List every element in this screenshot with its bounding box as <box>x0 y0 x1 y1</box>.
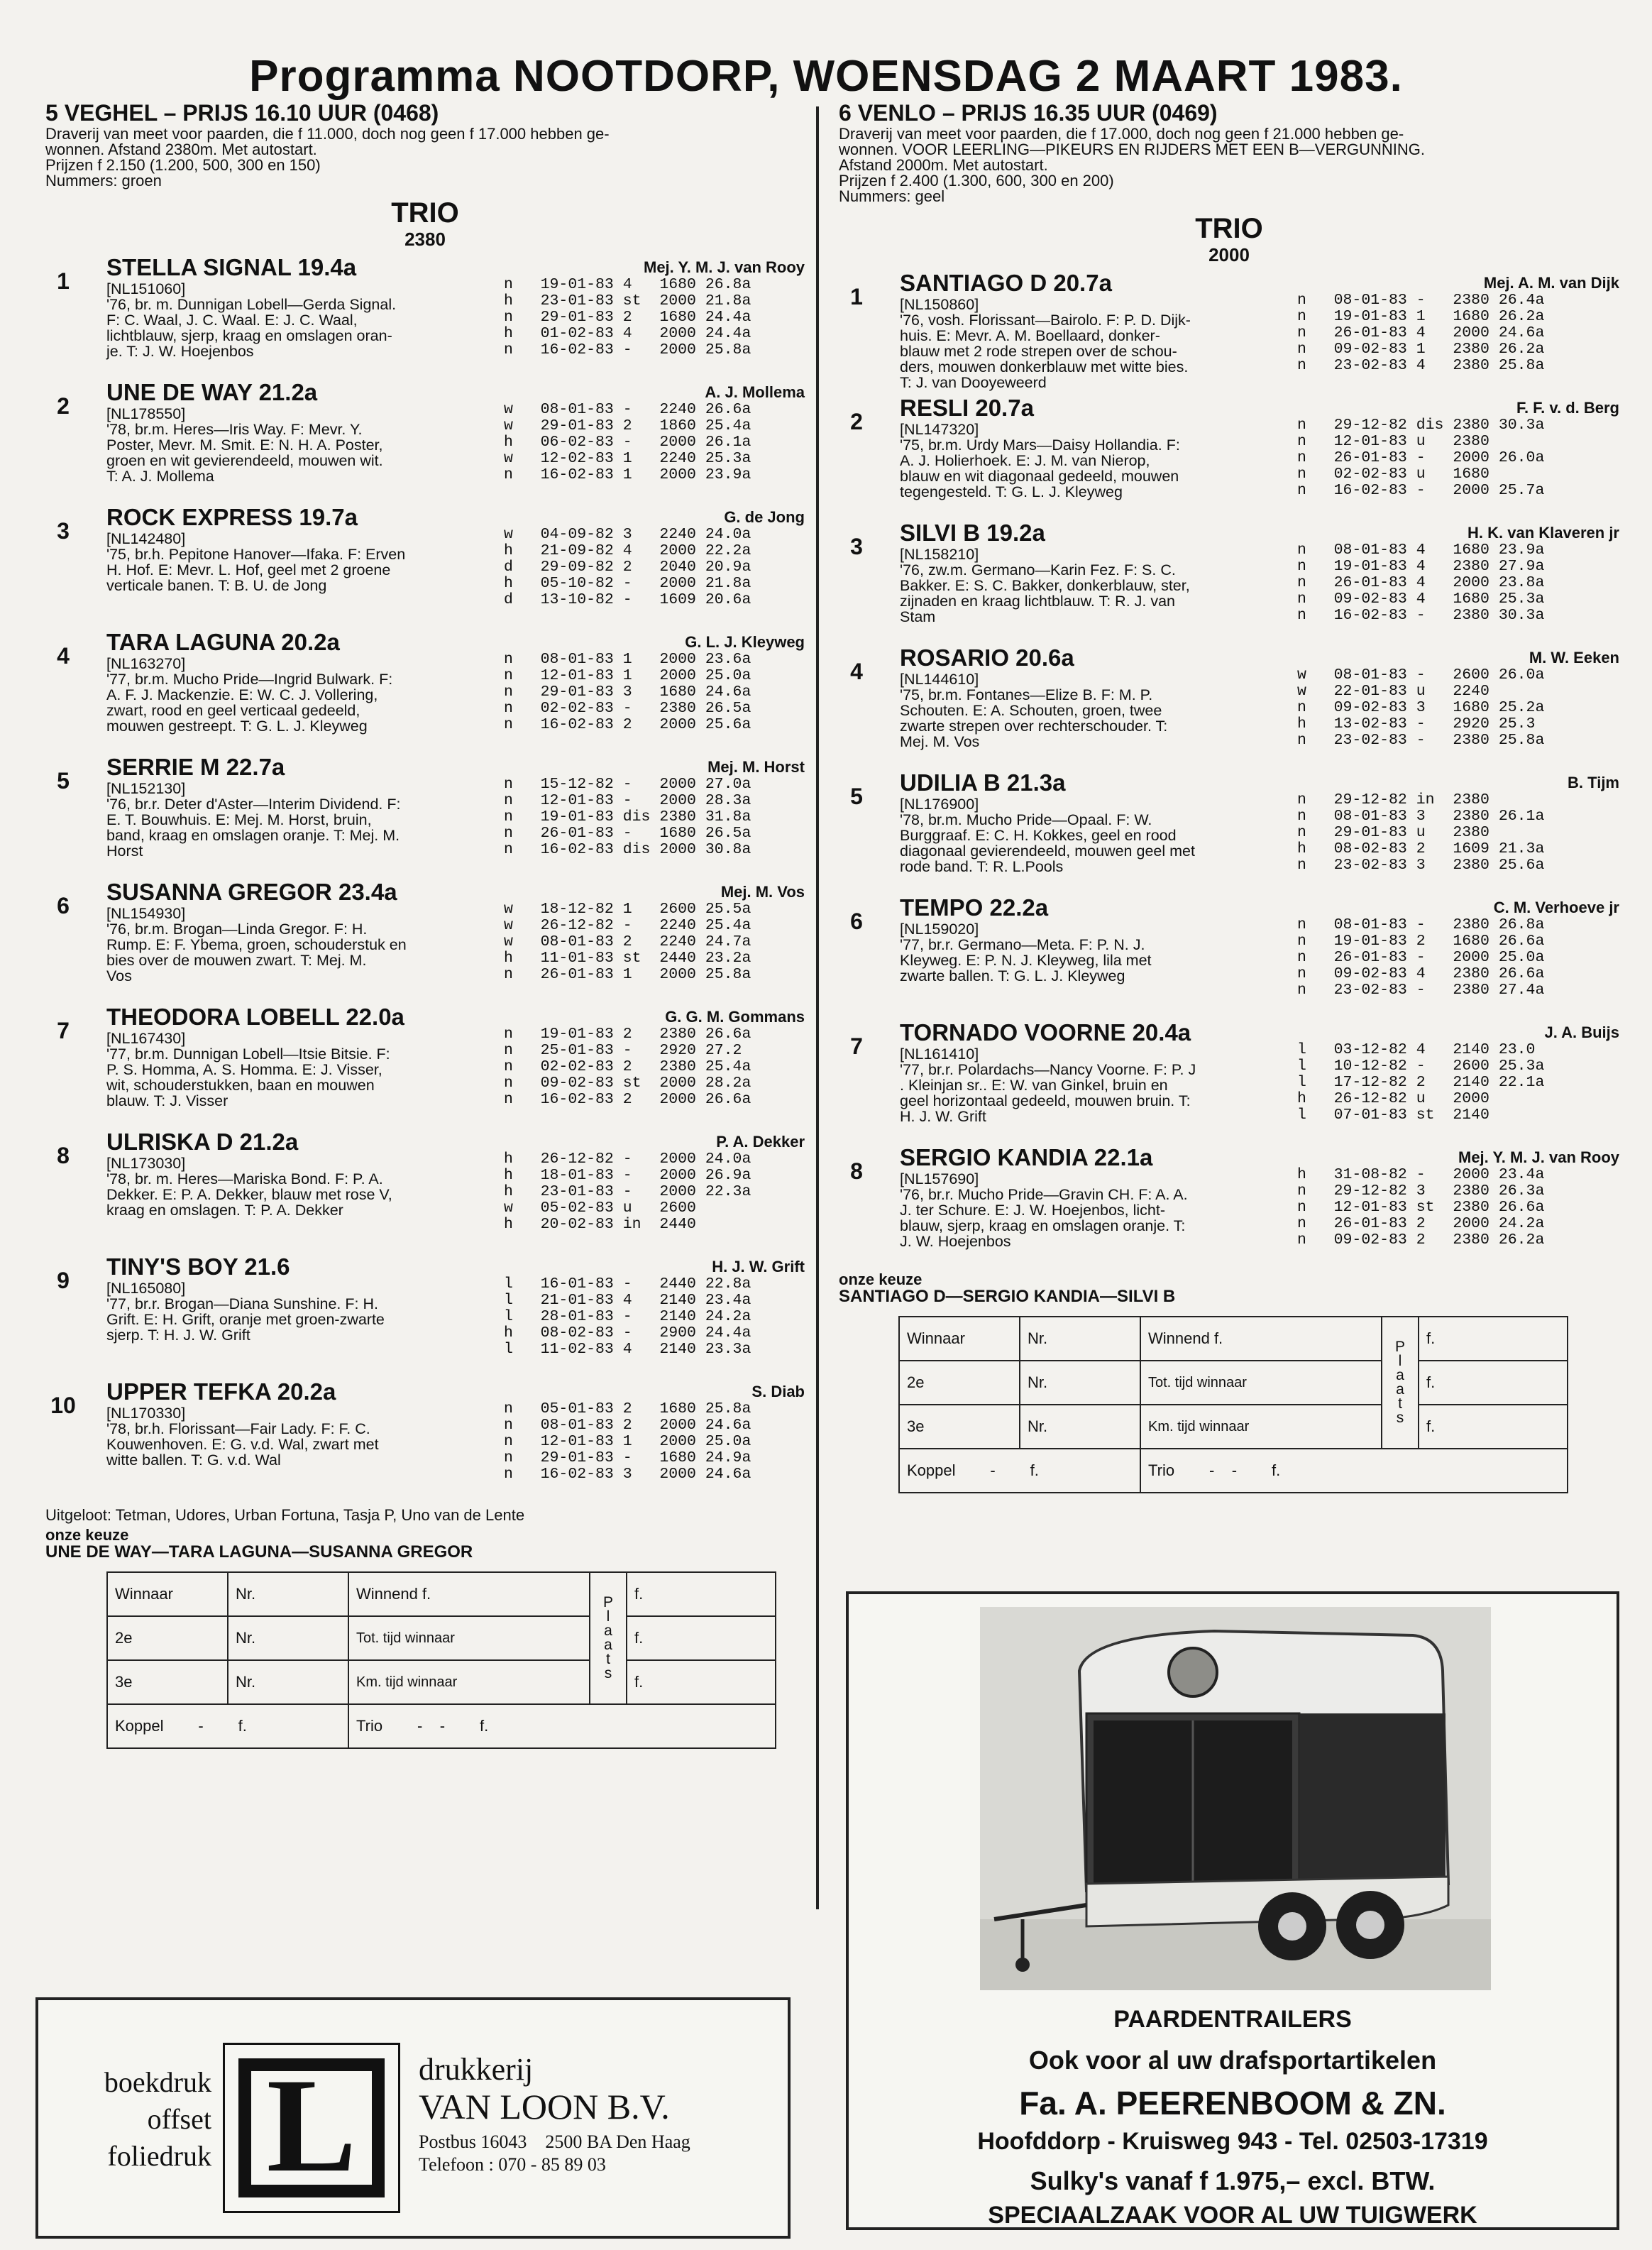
horse-info <box>900 1019 1341 1124</box>
horse-name: THEODORA LOBELL 22.0a <box>106 1004 404 1030</box>
bet-winnaar-label: Winnaar <box>107 1572 228 1616</box>
horse-description: [NL165080] '77, br.r. Brogan—Diana Sunshine. F: H. Grift. E: H. Grift, oranje met groen-zwarte sjerp. T: H. J. W. Grift <box>106 1280 385 1344</box>
horse-description: [NL144610] '75, br.m. Fontanes—Elize B. F: M. P. Schouten. E: A. Schouten, groen, twee zwarte strepen over rechterschouder. T: Mej. M. Vos <box>900 671 1168 750</box>
horse-driver: Mej. Y. M. J. van Rooy <box>1458 1148 1619 1166</box>
horse-name: TORNADO VOORNE 20.4a <box>900 1019 1191 1046</box>
race-6-column <box>839 99 1619 1493</box>
horse-driver: P. A. Dekker <box>716 1133 805 1151</box>
bet-winnend-label[interactable]: Winnend f. <box>348 1572 590 1616</box>
svg-text:L: L <box>266 2051 357 2200</box>
bet-tot-tijd-label[interactable]: Tot. tijd winnaar <box>348 1616 590 1660</box>
horse-recent-results: w 04-09-82 3 2240 24.0a h 21-09-82 4 2000 22.2a d 29-09-82 2 2040 20.9a h 05-10-82 - 2000 21.8a d 13-10-82 - 1609 20.6a <box>504 526 751 608</box>
bet-plaats-3-field[interactable]: f. <box>627 1660 776 1704</box>
horse-number: 5 <box>850 784 863 809</box>
horse-name: ROSARIO 20.6a <box>900 644 1074 671</box>
horse-number: 9 <box>57 1268 70 1293</box>
horse-entry <box>45 754 805 879</box>
horse-description: [NL163270] '77, br.m. Mucho Pride—Ingrid Bulwark. F: A. F. J. Mackenzie. E: W. C. J. Vollering, zwart, rood en geel verticaal gedeeld, mouwen gestreept. T: G. L. J. Kleyweg <box>106 655 393 735</box>
horse-name: UNE DE WAY 21.2a <box>106 379 318 405</box>
horse-entry <box>45 1004 805 1129</box>
page-title: Programma NOOTDORP, WOENSDAG 2 MAART 1983. <box>249 52 1403 101</box>
horse-driver: H. J. W. Grift <box>712 1258 805 1275</box>
horse-description: [NL158210] '76, zw.m. Germano—Karin Fez. F: S. C. Bakker. E: S. C. Bakker, donkerblauw, ster, zijnaden en kraag lichtblauw. T: R. J. van Stam <box>900 546 1190 625</box>
horse-entry <box>45 879 805 1004</box>
horse-entry <box>839 520 1619 644</box>
horse-recent-results: n 29-12-82 dis 2380 30.3a n 12-01-83 u 2380 n 26-01-83 - 2000 26.0a n 02-02-83 u 1680 n 16-02-83 - 2000 25.7a <box>1297 417 1545 499</box>
bet-winnaar-label: Winnaar <box>899 1317 1020 1361</box>
service-boekdruk: boekdruk <box>104 2066 211 2098</box>
horse-recent-results: n 19-01-83 2 2380 26.6a n 25-01-83 - 2920 27.2 n 02-02-83 2 2380 25.4a n 09-02-83 st 2000 28.2a n 16-02-83 2 2000 26.6a <box>504 1026 751 1108</box>
horse-recent-results: h 26-12-82 - 2000 24.0a h 18-01-83 - 2000 26.9a h 23-01-83 - 2000 22.3a w 05-02-83 u 2600 h 20-02-83 in 2440 <box>504 1151 751 1233</box>
horse-number: 1 <box>57 268 70 294</box>
horse-description: [NL178550] '78, br.m. Heres—Iris Way. F: Mevr. Y. Poster, Mevr. M. Smit. E: N. H. A. Poster, groen en wit gevierendeeld, mouwen wit. T: A. J. Mollema <box>106 405 383 485</box>
bet-derde-label: 3e <box>899 1405 1020 1449</box>
bet-plaats-3-field[interactable]: f. <box>1419 1405 1568 1449</box>
horse-info <box>900 1144 1341 1249</box>
horse-info <box>106 254 548 359</box>
horse-driver: G. L. J. Kleyweg <box>685 633 805 651</box>
printer-company-name: VAN LOON B.V. <box>419 2087 670 2126</box>
horse-entry <box>45 1378 805 1503</box>
printer-postbus: Postbus 16043 2500 BA Den Haag <box>419 2131 690 2152</box>
horse-number: 4 <box>850 659 863 684</box>
horse-description: [NL151060] '76, br. m. Dunnigan Lobell—Gerda Signal. F: C. Waal, J. C. Waal. E: J. C. Waal, lichtblauw, sjerp, kraag en omslagen oran- je. T: J. W. Hoejenbos <box>106 280 397 360</box>
horse-info <box>106 879 548 984</box>
horse-name: TEMPO 22.2a <box>900 894 1049 921</box>
horse-description: [NL147320] '75, br.m. Urdy Mars—Daisy Hollandia. F: A. J. Holierhoek. E: J. M. van Nierop, blauw en wit diagonaal gedeeld, mouwen tegengesteld. T: G. L. J. Kleyweg <box>900 421 1180 500</box>
horse-driver: Mej. M. Horst <box>707 758 805 776</box>
horse-list <box>45 254 805 1503</box>
race-title: 6 VENLO – PRIJS 16.35 UUR (0469) <box>839 100 1218 126</box>
trailer-ad-subheading: Ook voor al uw drafsportartikelen <box>1028 2046 1437 2075</box>
race-conditions: Draverij van meet voor paarden, die f 11.000, doch nog geen f 17.000 hebben ge- wonnen. Afstand 2380m. Met autostart. Prijzen f 2.150 (1.200, 500, 300 en 150) Nummers: groen <box>45 125 610 190</box>
horse-name: ULRISKA D 21.2a <box>106 1129 299 1155</box>
horse-driver: J. A. Buijs <box>1544 1024 1619 1041</box>
horse-trailer-illustration <box>980 1607 1491 1990</box>
column-divider <box>816 106 819 1909</box>
bet-form-table <box>898 1316 1568 1493</box>
bet-koppel-field[interactable]: Koppel - f. <box>899 1449 1140 1493</box>
horse-description: [NL142480] '75, br.h. Pepitone Hanover—Ifaka. F: Erven H. Hof. E: Mevr. L. Hof, geel met 2 groene verticale banen. T: B. U. de Jong <box>106 530 406 594</box>
horse-number: 3 <box>57 518 70 544</box>
uitgeloot-text: Uitgeloot: Tetman, Udores, Urban Fortuna, Tasja P, Uno van de Lente <box>45 1506 525 1524</box>
horse-driver: Mej. A. M. van Dijk <box>1483 274 1619 292</box>
printer-telefoon: Telefoon : 070 - 85 89 03 <box>419 2154 606 2175</box>
printer-details <box>419 2053 690 2176</box>
horse-driver: G. de Jong <box>724 508 805 526</box>
service-offset: offset <box>147 2103 211 2135</box>
horse-entry <box>839 395 1619 520</box>
horse-description: [NL150860] '76, vosh. Florissant—Bairolo. F: P. D. Dijk- huis. E: Mevr. A. M. Boellaard, donker- blauw met 2 rode strepen over de schou- ders, mouwen donkerblauw met witte bies. T: J. van Dooyeweerd <box>900 296 1191 391</box>
horse-driver: B. Tijm <box>1568 774 1619 791</box>
horse-description: [NL176900] '78, br.m. Mucho Pride—Opaal. F: W. Burggraaf. E: C. H. Kokkes, geel en rood diagonaal gevierendeeld, mouwen geel met rode band. T: R. L.Pools <box>900 796 1195 875</box>
horse-description: [NL170330] '78, br.h. Florissant—Fair Lady. F: F. C. Kouwenhoven. E: G. v.d. Wal, zwart met witte ballen. T: G. v.d. Wal <box>106 1405 379 1469</box>
horse-number: 5 <box>57 768 70 794</box>
horse-recent-results: w 08-01-83 - 2600 26.0a w 22-01-83 u 2240 n 09-02-83 3 1680 25.2a h 13-02-83 - 2920 25.3 n 23-02-83 - 2380 25.8a <box>1297 666 1545 749</box>
trailer-advertisement <box>846 1591 1619 2230</box>
keuze-value: UNE DE WAY—TARA LAGUNA—SUSANNA GREGOR <box>45 1542 473 1562</box>
horse-info <box>106 754 548 859</box>
bet-plaats-label: P l a a t s <box>1382 1317 1419 1449</box>
horse-info <box>900 894 1341 984</box>
horse-recent-results: n 08-01-83 - 2380 26.8a n 19-01-83 2 1680 26.6a n 26-01-83 - 2000 25.0a n 09-02-83 4 2380 26.6a n 23-02-83 - 2380 27.4a <box>1297 916 1545 999</box>
horse-description: [NL167430] '77, br.m. Dunnigan Lobell—Itsie Bitsie. F: P. S. Homma, A. S. Homma. E: J. Visser, wit, schouderstukken, baan en mouwen blauw. T: J. Visser <box>106 1030 390 1109</box>
trailer-ad-company: Fa. A. PEERENBOOM & ZN. <box>1019 2085 1446 2122</box>
horse-info <box>900 644 1341 750</box>
race-title: 5 VEGHEL – PRIJS 16.10 UUR (0468) <box>45 100 439 126</box>
trio-label: TRIO <box>1195 213 1263 244</box>
horse-number: 7 <box>57 1018 70 1043</box>
race-conditions: Draverij van meet voor paarden, die f 17.000, doch nog geen f 21.000 hebben ge- wonnen. VOOR LEERLING—PIKEURS EN RIJDERS MET EEN B—VERGUNNING. Afstand 2000m. Met autostart. Prijzen f 2.400 (1.300, 600, 300 en 200) Nummers: geel <box>839 125 1426 205</box>
bet-form-table <box>106 1571 776 1749</box>
horse-entry <box>839 1144 1619 1269</box>
horse-recent-results: n 08-01-83 4 1680 23.9a n 19-01-83 4 2380 27.9a n 26-01-83 4 2000 23.8a n 09-02-83 4 1680 25.3a n 16-02-83 - 2380 30.3a <box>1297 542 1545 624</box>
trailer-ad-address: Hoofddorp - Kruisweg 943 - Tel. 02503-17319 <box>977 2128 1488 2155</box>
horse-recent-results: n 08-01-83 1 2000 23.6a n 12-01-83 1 2000 25.0a n 29-01-83 3 1680 24.6a n 02-02-83 - 2380 26.5a n 16-02-83 2 2000 25.6a <box>504 651 751 733</box>
service-foliedruk: foliedruk <box>107 2140 211 2172</box>
bet-plaats-1-field[interactable]: f. <box>1419 1317 1568 1361</box>
horse-number: 7 <box>850 1033 863 1059</box>
horse-driver: Mej. Y. M. J. van Rooy <box>644 258 805 276</box>
horse-name: SILVI B 19.2a <box>900 520 1045 546</box>
horse-driver: G. G. M. Gommans <box>665 1008 805 1026</box>
horse-driver: M. W. Eeken <box>1529 649 1619 666</box>
horse-number: 6 <box>57 893 70 918</box>
horse-name: TARA LAGUNA 20.2a <box>106 629 340 655</box>
horse-name: UPPER TEFKA 20.2a <box>106 1378 336 1405</box>
horse-entry <box>839 270 1619 395</box>
bet-winnend-label[interactable]: Winnend f. <box>1140 1317 1382 1361</box>
printer-services <box>54 2064 211 2175</box>
bet-derde-label: 3e <box>107 1660 228 1704</box>
horse-entry <box>45 254 805 379</box>
horse-driver: Mej. M. Vos <box>720 883 805 901</box>
horse-description: [NL154930] '76, br.m. Brogan—Linda Gregor. F: H. Rump. E: F. Ybema, groen, schouderstuk en bies over de mouwen zwart. T: Mej. M. Vos <box>106 905 407 984</box>
trailer-ad-sulky-price: Sulky's vanaf f 1.975,– excl. BTW. <box>1030 2166 1436 2195</box>
horse-entry <box>45 379 805 504</box>
horse-recent-results: l 16-01-83 - 2440 22.8a l 21-01-83 4 2140 23.4a l 28-01-83 - 2140 24.2a h 08-02-83 - 2900 24.4a l 11-02-83 4 2140 23.3a <box>504 1275 751 1358</box>
horse-number: 3 <box>850 534 863 559</box>
horse-name: ROCK EXPRESS 19.7a <box>106 504 358 530</box>
race-5-column <box>45 99 805 1749</box>
keuze-label: onze keuze <box>45 1526 129 1544</box>
horse-info <box>106 1378 548 1468</box>
horse-description: [NL157690] '76, br.r. Mucho Pride—Gravin CH. F: A. A. J. ter Schure. E: J. W. Hoejenbos, licht- blauw, sjerp, kraag en omslagen oranje. T: J. W. Hoejenbos <box>900 1170 1188 1250</box>
bet-plaats-1-field[interactable]: f. <box>627 1572 776 1616</box>
horse-name: SANTIAGO D 20.7a <box>900 270 1112 296</box>
horse-recent-results: l 03-12-82 4 2140 23.0 l 10-12-82 - 2600 25.3a l 17-12-82 2 2140 22.1a h 26-12-82 u 2000 l 07-01-83 st 2140 <box>1297 1041 1545 1124</box>
horse-driver: A. J. Mollema <box>705 383 805 401</box>
horse-description: [NL173030] '78, br. m. Heres—Mariska Bond. F: P. A. Dekker. E: P. A. Dekker, blauw met rose V, kraag en omslagen. T: P. A. Dekker <box>106 1155 392 1219</box>
bet-nr-label[interactable]: Nr. <box>1020 1317 1140 1361</box>
horse-entry <box>45 1129 805 1253</box>
horse-number: 2 <box>850 409 863 434</box>
horse-driver: S. Diab <box>751 1383 805 1400</box>
horse-entry <box>45 1253 805 1378</box>
horse-recent-results: n 19-01-83 4 1680 26.8a h 23-01-83 st 2000 21.8a n 29-01-83 2 1680 24.4a h 01-02-83 4 2000 24.4a n 16-02-83 - 2000 25.8a <box>504 276 751 358</box>
horse-info <box>900 769 1341 874</box>
bet-tweede-label: 2e <box>107 1616 228 1660</box>
bet-nr-label[interactable]: Nr. <box>228 1572 348 1616</box>
horse-info <box>900 520 1341 625</box>
bet-nr-field[interactable]: Nr. <box>1020 1405 1140 1449</box>
horse-recent-results: w 18-12-82 1 2600 25.5a w 26-12-82 - 2240 25.4a w 08-01-83 2 2240 24.7a h 11-01-83 st 2440 23.2a n 26-01-83 1 2000 25.8a <box>504 901 751 983</box>
horse-driver: H. K. van Klaveren jr <box>1467 524 1619 542</box>
horse-entry <box>839 894 1619 1019</box>
horse-recent-results: n 08-01-83 - 2380 26.4a n 19-01-83 1 1680 26.2a n 26-01-83 4 2000 24.6a n 09-02-83 1 2380 26.2a n 23-02-83 4 2380 25.8a <box>1297 292 1545 374</box>
horse-recent-results: w 08-01-83 - 2240 26.6a w 29-01-83 2 1860 25.4a h 06-02-83 - 2000 26.1a w 12-02-83 1 2240 25.3a n 16-02-83 1 2000 23.9a <box>504 401 751 483</box>
horse-number: 6 <box>850 909 863 934</box>
horse-name: TINY'S BOY 21.6 <box>106 1253 290 1280</box>
printer-drukkerij: drukkerij <box>419 2052 534 2087</box>
horse-recent-results: h 31-08-82 - 2000 23.4a n 29-12-82 3 2380 26.3a n 12-01-83 st 2380 26.6a n 26-01-83 2 2000 24.2a n 09-02-83 2 2380 26.2a <box>1297 1166 1545 1249</box>
bet-km-tijd-label[interactable]: Km. tijd winnaar <box>348 1660 590 1704</box>
trio-distance: 2380 <box>404 229 446 250</box>
horse-number: 2 <box>57 393 70 419</box>
horse-number: 4 <box>57 643 70 669</box>
bet-plaats-2-field[interactable]: f. <box>627 1616 776 1660</box>
trio-distance: 2000 <box>1208 244 1250 265</box>
trailer-ad-heading: PAARDENTRAILERS <box>1113 2006 1352 2033</box>
horse-driver: C. M. Verhoeve jr <box>1493 899 1619 916</box>
horse-description: [NL152130] '76, br.r. Deter d'Aster—Interim Dividend. F: E. T. Bouwhuis. E: Mej. M. Horst, bruin, band, kraag en omslagen oranje. T: Mej. M. Horst <box>106 780 401 860</box>
horse-description: [NL159020] '77, br.r. Germano—Meta. F: P. N. J. Kleyweg. E: P. N. J. Kleyweg, lila met zwarte ballen. T: G. L. J. Kleyweg <box>900 921 1152 984</box>
keuze-label: onze keuze <box>839 1271 923 1288</box>
bet-trio-field[interactable]: Trio - - f. <box>1140 1449 1568 1493</box>
bet-tweede-label: 2e <box>899 1361 1020 1405</box>
horse-entry <box>45 504 805 629</box>
bet-plaats-2-field[interactable]: f. <box>1419 1361 1568 1405</box>
horse-entry <box>45 629 805 754</box>
horse-driver: F. F. v. d. Berg <box>1516 399 1619 417</box>
horse-number: 1 <box>850 284 863 309</box>
horse-name: SUSANNA GREGOR 23.4a <box>106 879 397 905</box>
horse-entry <box>839 644 1619 769</box>
bet-nr-field[interactable]: Nr. <box>1020 1361 1140 1405</box>
horse-name: STELLA SIGNAL 19.4a <box>106 254 357 280</box>
horse-info <box>106 1253 548 1343</box>
horse-name: SERGIO KANDIA 22.1a <box>900 1144 1153 1170</box>
bet-nr-field[interactable]: Nr. <box>228 1660 348 1704</box>
bet-nr-field[interactable]: Nr. <box>228 1616 348 1660</box>
keuze-value: SANTIAGO D—SERGIO KANDIA—SILVI B <box>839 1287 1176 1306</box>
horse-info <box>106 629 548 734</box>
horse-description: [NL161410] '77, br.r. Polardachs—Nancy Voorne. F: P. J . Kleinjan sr.. E: W. van Ginkel, bruin en geel horizontaal gedeeld, mouwen bruin. T: H. J. W. Grift <box>900 1046 1196 1125</box>
horse-entry <box>839 1019 1619 1144</box>
bet-tot-tijd-label[interactable]: Tot. tijd winnaar <box>1140 1361 1382 1405</box>
bet-plaats-label: P l a a t s <box>590 1572 627 1704</box>
horse-recent-results: n 15-12-82 - 2000 27.0a n 12-01-83 - 2000 28.3a n 19-01-83 dis 2380 31.8a n 26-01-83 - 1680 26.5a n 16-02-83 dis 2000 30.8a <box>504 776 751 858</box>
horse-number: 8 <box>57 1143 70 1168</box>
horse-info <box>900 395 1341 500</box>
horse-recent-results: n 29-12-82 in 2380 n 08-01-83 3 2380 26.1a n 29-01-83 u 2380 h 08-02-83 2 1609 21.3a n 23-02-83 3 2380 25.6a <box>1297 791 1545 874</box>
horse-name: SERRIE M 22.7a <box>106 754 285 780</box>
horse-info <box>106 1004 548 1109</box>
bet-km-tijd-label[interactable]: Km. tijd winnaar <box>1140 1405 1382 1449</box>
horse-info <box>106 1129 548 1218</box>
horse-number: 8 <box>850 1158 863 1184</box>
horse-info <box>900 270 1341 390</box>
horse-entry <box>839 769 1619 894</box>
horse-recent-results: n 05-01-83 2 1680 25.8a n 08-01-83 2 2000 24.6a n 12-01-83 1 2000 25.0a n 29-01-83 - 1680 24.9a n 16-02-83 3 2000 24.6a <box>504 1400 751 1483</box>
bet-koppel-field[interactable]: Koppel - f. <box>107 1704 348 1748</box>
horse-info <box>106 379 548 484</box>
van-loon-logo <box>223 2043 400 2213</box>
horse-name: RESLI 20.7a <box>900 395 1034 421</box>
bet-trio-field[interactable]: Trio - - f. <box>348 1704 776 1748</box>
printer-advertisement <box>35 1997 791 2239</box>
trio-label: TRIO <box>391 197 459 229</box>
horse-name: UDILIA B 21.3a <box>900 769 1066 796</box>
trailer-ad-tagline: SPECIAALZAAK VOOR AL UW TUIGWERK <box>988 2202 1477 2229</box>
horse-info <box>106 504 548 593</box>
horse-list <box>839 270 1619 1269</box>
horse-number: 10 <box>50 1393 76 1418</box>
